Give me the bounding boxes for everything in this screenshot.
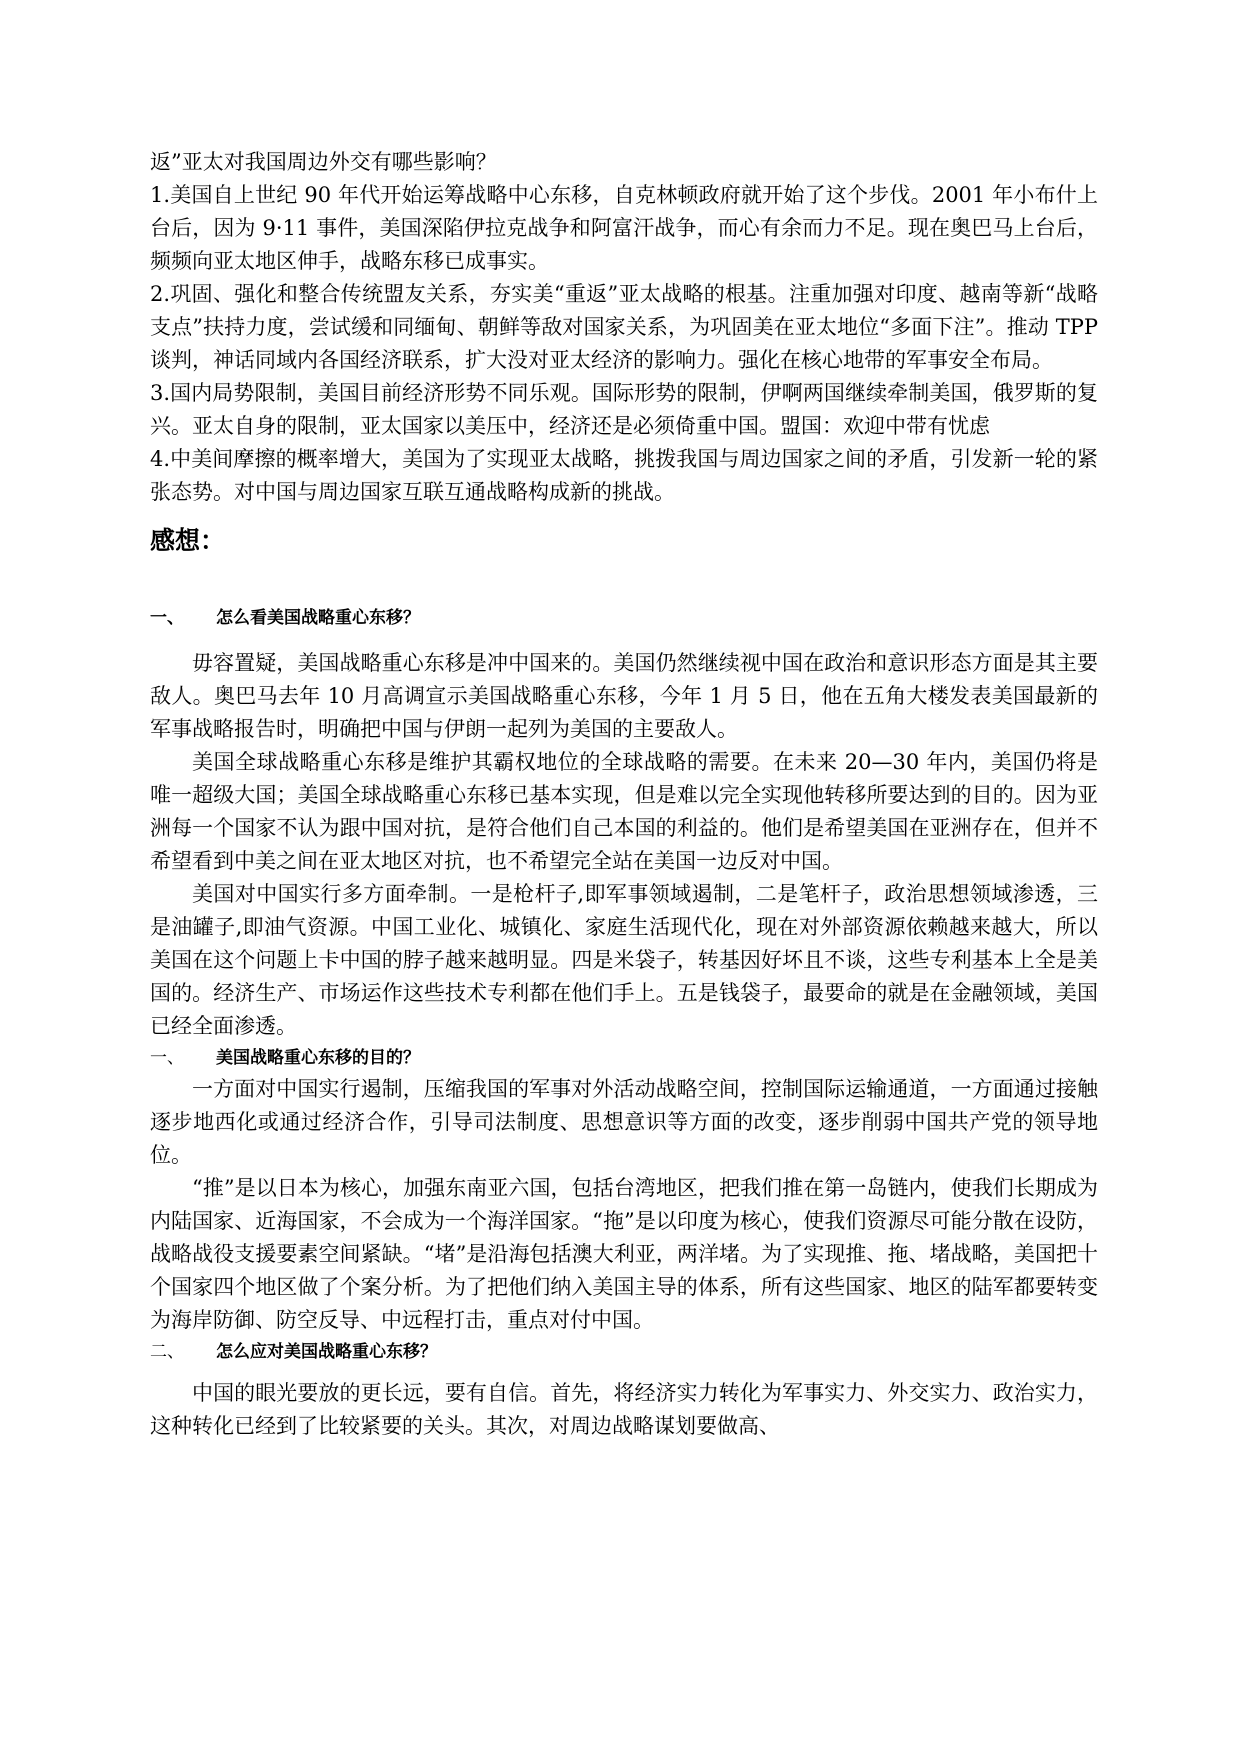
section-1-heading [150, 603, 1098, 633]
section-1-paragraph-1: 毋容置疑，美国战略重心东移是冲中国来的。美国仍然继续视中国在政治和意识形态方面是其主要敌人。奥巴马去年 10 月高调宣示美国战略重心东移，今年 1 月 5 日，他在五角大楼发表美国最新的军事战略报告时，明确把中国与伊朗一起列为美国的主要敌人。 [150, 651, 1098, 741]
section-2-heading [150, 1043, 1098, 1073]
intro-paragraph-2: 2.巩固、强化和整合传统盟友关系，夯实美“重返”亚太战略的根基。注重加强对印度、越南等新“战略支点”扶持力度，尝试缓和同缅甸、朝鲜等敌对国家关系，为巩固美在亚太地位“多面下注”。推动 TPP 谈判，神话同域内各国经济联系，扩大没对亚太经济的影响力。强化在核心地带的军事安全布局。 [150, 282, 1098, 372]
intro-paragraph-4: 4.中美间摩擦的概率增大，美国为了实现亚太战略，挑拨我国与周边国家之间的矛盾，引发新一轮的紧张态势。对中国与周边国家互联互通战略构成新的挑战。 [150, 447, 1098, 504]
section-3-number: 二、 [150, 1342, 184, 1362]
intro-paragraph-1: 1.美国自上世纪 90 年代开始运筹战略中心东移，自克林顿政府就开始了这个步伐。2001 年小布什上台后，因为 9·11 事件，美国深陷伊拉克战争和阿富汗战争，而心有余而力不足。现在奥巴马上台后，频频向亚太地区伸手，战略东移已成事实。 [150, 183, 1098, 273]
document-body [150, 146, 1098, 1443]
section-3-heading [150, 1337, 1098, 1367]
section-2-paragraph-2: “推”是以日本为核心，加强东南亚六国，包括台湾地区，把我们推在第一岛链内，使我们长期成为内陆国家、近海国家，不会成为一个海洋国家。“拖”是以印度为核心，使我们资源尽可能分散在设防，战略战役支援要素空间紧缺。“堵”是沿海包括澳大利亚，两洋堵。为了实现推、拖、堵战略，美国把十个国家四个地区做了个案分析。为了把他们纳入美国主导的体系，所有这些国家、地区的陆军都要转变为海岸防御、防空反导、中远程打击，重点对付中国。 [150, 1176, 1098, 1332]
section-1-paragraph-2: 美国全球战略重心东移是维护其霸权地位的全球战略的需要。在未来 20—30 年内，美国仍将是唯一超级大国；美国全球战略重心东移已基本实现，但是难以完全实现他转移所要达到的目的。因为亚洲每一个国家不认为跟中国对抗，是符合他们自己本国的利益的。他们是希望美国在亚洲存在，但并不希望看到中美之间在亚太地区对抗，也不希望完全站在美国一边反对中国。 [150, 750, 1098, 873]
section-2-number: 一、 [150, 1048, 184, 1068]
section-3-paragraph-1: 中国的眼光要放的更长远，要有自信。首先，将经济实力转化为军事实力、外交实力、政治实力，这种转化已经到了比较紧要的关头。其次，对周边战略谋划要做高、 [150, 1381, 1098, 1438]
section-1-title: 怎么看美国战略重心东移？ [216, 608, 420, 628]
thoughts-heading: 感想： [150, 526, 226, 555]
intro-question-line: 返”亚太对我国周边外交有哪些影响？ [150, 150, 497, 174]
section-1-number: 一、 [150, 608, 184, 628]
section-2-paragraph-1: 一方面对中国实行遏制，压缩我国的军事对外活动战略空间，控制国际运输通道，一方面通过接触逐步地西化或通过经济合作，引导司法制度、思想意识等方面的改变，逐步削弱中国共产党的领导地位。 [150, 1077, 1098, 1167]
section-3-title: 怎么应对美国战略重心东移？ [216, 1342, 437, 1362]
section-2-title: 美国战略重心东移的目的？ [216, 1048, 420, 1068]
section-1-paragraph-3: 美国对中国实行多方面牵制。一是枪杆子,即军事领域遏制，二是笔杆子，政治思想领域渗透，三是油罐子,即油气资源。中国工业化、城镇化、家庭生活现代化，现在对外部资源依赖越来越大，所以美国在这个问题上卡中国的脖子越来越明显。四是米袋子，转基因好坏且不谈，这些专利基本上全是美国的。经济生产、市场运作这些技术专利都在他们手上。五是钱袋子，最要命的就是在金融领域，美国已经全面渗透。 [150, 882, 1098, 1038]
intro-paragraph-3: 3.国内局势限制，美国目前经济形势不同乐观。国际形势的限制，伊啊两国继续牵制美国，俄罗斯的复兴。亚太自身的限制，亚太国家以美压中，经济还是必须倚重中国。盟国：欢迎中带有忧虑 [150, 381, 1098, 438]
